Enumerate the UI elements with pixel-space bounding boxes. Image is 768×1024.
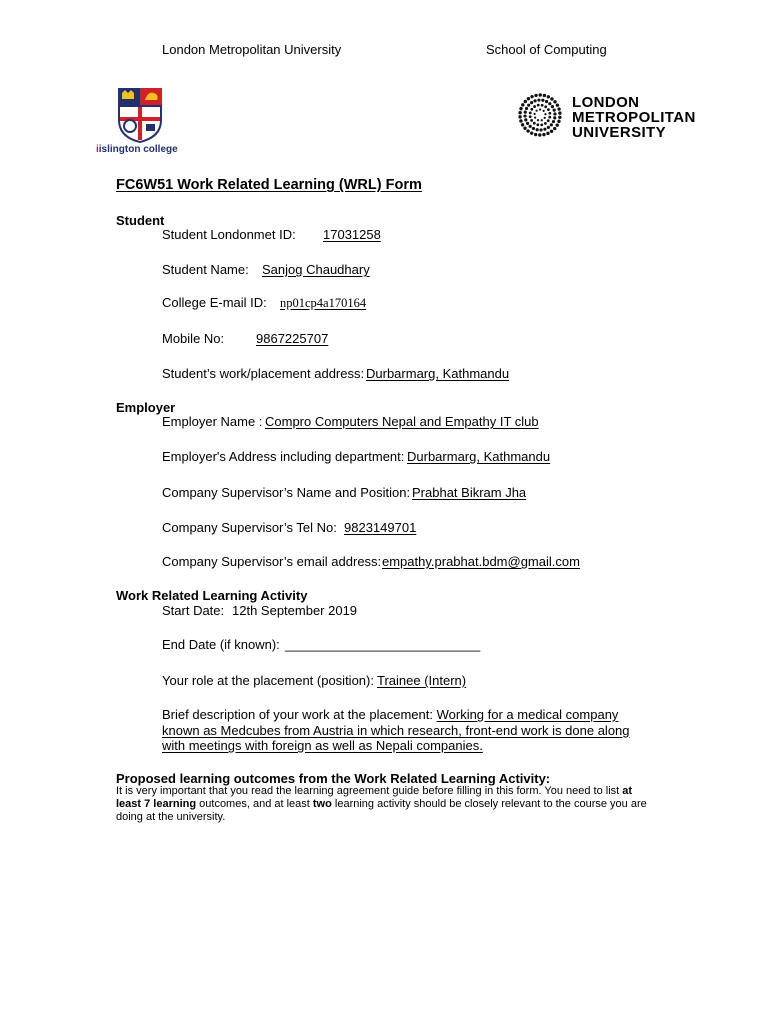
logo-dot: [534, 117, 536, 119]
logo-dot: [539, 128, 542, 131]
end-date-label: End Date (if known):: [162, 637, 280, 652]
logo-dot: [541, 104, 544, 107]
header-university: London Metropolitan University: [162, 42, 342, 57]
activity-heading: Work Related Learning Activity: [116, 588, 308, 603]
outcomes-text-2: outcomes, and at least: [196, 798, 313, 810]
logo-dot: [537, 98, 540, 101]
work-description-value: Working for a medical company known as Medcubes from Austria in which research, front-end work is done along with meetings with foreign as well as Nepali companies.: [162, 707, 630, 753]
logo-dot: [530, 131, 533, 134]
logo-dot: [518, 111, 521, 114]
logo-dot: [548, 112, 551, 115]
supervisor-tel-value: 9823149701: [344, 520, 417, 535]
logo-dot: [556, 123, 559, 126]
employer-address-label: Employer's Address including department:: [162, 449, 405, 464]
student-name-label: Student Name:: [162, 262, 249, 277]
londonmet-logo-line-3: UNIVERSITY: [572, 124, 667, 141]
islington-college-logo: iislington college: [112, 86, 184, 156]
student-id-label: Student Londonmet ID:: [162, 227, 296, 242]
employer-name-value: Compro Computers Nepal and Empathy IT club: [265, 414, 539, 429]
employer-address-value: Durbarmarg, Kathmandu: [407, 449, 551, 464]
logo-dot: [527, 104, 530, 107]
mobile-value: 9867225707: [256, 331, 329, 346]
logo-dot: [550, 97, 553, 100]
logo-dot: [550, 123, 553, 126]
work-description: [162, 707, 636, 754]
logo-dot: [518, 115, 521, 118]
end-date-blank: ___________________________: [285, 637, 481, 652]
islington-logo-text: islington college: [98, 144, 178, 155]
outcomes-bold-2: two: [312, 798, 332, 810]
logo-dot: [524, 118, 527, 121]
logo-dot: [541, 119, 543, 121]
supervisor-tel-label: Company Supervisor’s Tel No:: [162, 520, 337, 535]
logo-dot: [558, 111, 561, 114]
logo-dot: [532, 127, 535, 130]
logo-dot: [539, 108, 541, 110]
logo-dot: [558, 116, 561, 119]
logo-dot: [537, 104, 540, 107]
employer-heading: Employer: [116, 400, 176, 415]
logo-dot: [551, 105, 554, 108]
logo-dot: [548, 116, 551, 119]
logo-dot: [553, 116, 556, 119]
outcomes-text-1: It is very important that you read the learning agreement guide before filling in this form. You need to list: [116, 785, 620, 797]
logo-dot: [525, 107, 528, 110]
student-heading: Student: [116, 213, 165, 228]
supervisor-name-value: Prabhat Bikram Jha: [412, 485, 527, 500]
logo-dot: [553, 100, 556, 103]
supervisor-email-value: empathy.prabhat.bdm@gmail.com: [382, 554, 580, 569]
student-id-value: 17031258: [323, 227, 381, 242]
logo-dot: [547, 119, 550, 122]
student-address-label: Student’s work/placement address:: [162, 366, 365, 381]
college-email-label: College E-mail ID:: [162, 295, 267, 310]
mobile-label: Mobile No:: [162, 331, 225, 346]
logo-dot: [547, 95, 550, 98]
start-date-label: Start Date:: [162, 603, 225, 618]
logo-dot: [553, 112, 556, 115]
logo-dot: [530, 108, 533, 111]
logo-dot: [544, 113, 546, 115]
form-title: FC6W51 Work Related Learning (WRL) Form: [116, 177, 422, 193]
start-date-value: 12th September 2019: [232, 603, 358, 618]
college-email-value: np01cp4a170164: [280, 296, 367, 310]
student-name-value: Sanjog Chaudhary: [262, 262, 370, 277]
islington-crest-icon: [112, 86, 184, 144]
logo-dot: [544, 105, 547, 108]
logo-dot: [521, 123, 524, 126]
logo-dot: [535, 110, 537, 112]
logo-dot: [543, 94, 546, 97]
supervisor-email-label: Company Supervisor’s email address:: [162, 554, 382, 569]
supervisor-name-label: Company Supervisor’s Name and Position:: [162, 485, 411, 500]
londonmet-logo-line-1: LONDON: [572, 94, 640, 111]
londonmet-logo-line-2: METROPOLITAN: [572, 109, 696, 126]
logo-dot: [538, 133, 541, 136]
logo-dot: [533, 122, 536, 125]
logo-dot: [544, 122, 547, 125]
logo-dot: [530, 119, 533, 122]
logo-dot: [543, 128, 546, 131]
role-label: Your role at the placement (position):: [162, 673, 374, 688]
londonmet-dots-icon: [518, 93, 562, 137]
logo-dot: [553, 109, 556, 112]
logo-dot: [556, 103, 559, 106]
logo-dot: [524, 111, 527, 114]
logo-dot: [530, 101, 533, 104]
work-description-label: Brief description of your work at the placement:: [162, 707, 433, 722]
logo-dot: [539, 93, 542, 96]
outcomes-heading: Proposed learning outcomes from the Work Related Learning Activity:: [116, 771, 551, 786]
logo-dot: [557, 107, 560, 110]
role-value: Trainee (Intern): [377, 673, 467, 688]
logo-dot: [545, 100, 548, 103]
logo-dot: [527, 97, 530, 100]
logo-dot: [552, 120, 555, 123]
outcomes-text-3: learning activity should be closely relevant to the course you are doing at the university.: [116, 798, 647, 823]
logo-dot: [529, 111, 532, 114]
logo-dot: [536, 128, 539, 131]
logo-dot: [534, 113, 536, 115]
logo-dot: [526, 122, 529, 125]
logo-dot: [523, 114, 526, 117]
logo-dot: [546, 132, 549, 135]
logo-dot: [550, 130, 553, 133]
employer-name-label: Employer Name :: [162, 414, 263, 429]
outcomes-bold-1: at least 7 learning: [116, 785, 633, 810]
logo-dot: [534, 94, 537, 97]
student-address-value: Durbarmarg, Kathmandu: [366, 366, 510, 381]
logo-dot: [537, 119, 539, 121]
logo-dot: [526, 129, 529, 132]
logo-dot: [553, 127, 556, 130]
logo-dot: [534, 99, 537, 102]
logo-dot: [547, 126, 550, 129]
logo-dot: [529, 125, 532, 128]
logo-dot: [557, 120, 560, 123]
logo-dot: [547, 108, 550, 111]
logo-dot: [530, 95, 533, 98]
logo-dot: [533, 105, 536, 108]
outcomes-instructions: [116, 785, 658, 824]
logo-dot: [540, 123, 543, 126]
logo-dot: [519, 107, 522, 110]
logo-dot: [541, 99, 544, 102]
logo-dot: [529, 115, 532, 118]
logo-dot: [542, 133, 545, 136]
logo-dot: [523, 127, 526, 130]
logo-dot: [543, 110, 545, 112]
logo-dot: [519, 119, 522, 122]
logo-dot: [536, 123, 539, 126]
logo-dot: [534, 133, 537, 136]
logo-dot: [524, 100, 527, 103]
londonmet-logo-mark: [518, 93, 562, 137]
logo-dot: [521, 103, 524, 106]
logo-dot: [544, 117, 546, 119]
header-school: School of Computing: [486, 42, 607, 57]
logo-dot: [548, 102, 551, 105]
